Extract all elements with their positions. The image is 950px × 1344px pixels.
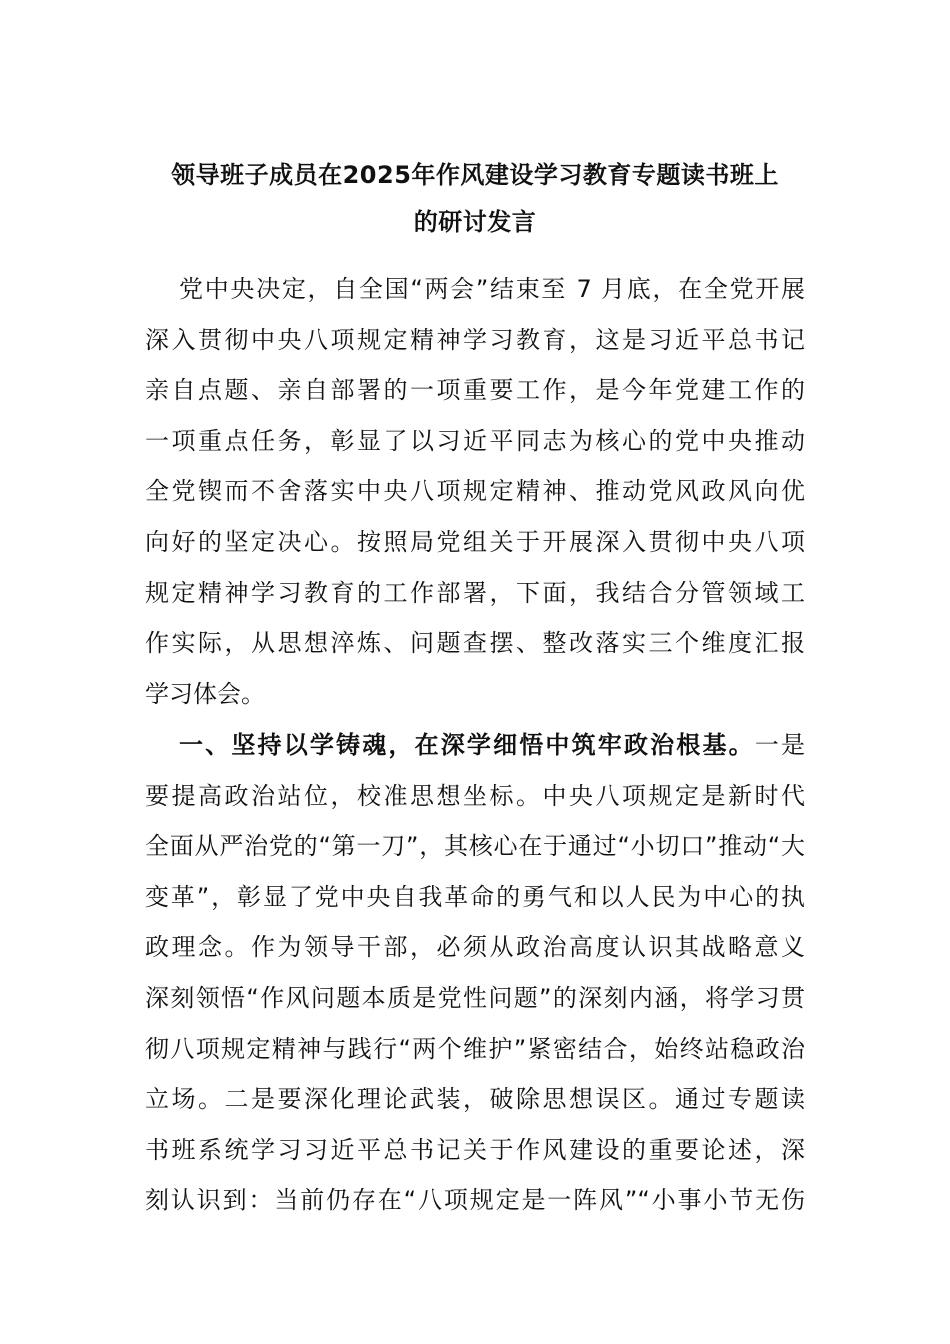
- section-heading: 一、坚持以学铸魂，在深学细悟中筑牢政治根基。: [179, 731, 755, 759]
- text-line: 深入贯彻中央八项规定精神学习教育，这是习近平总书记: [145, 325, 805, 354]
- text-line: 全面从严治党的“第一刀”，其核心在于通过“小切口”推动“大: [145, 832, 805, 861]
- title-line-1: 领导班子成员在2025年作风建设学习教育专题读书班上: [171, 161, 779, 189]
- text-line: 立场。二是要深化理论武装，破除思想误区。通过专题读: [145, 1085, 805, 1114]
- section-heading-tail: 一是: [754, 731, 805, 759]
- document-title: [145, 152, 805, 246]
- text-line: 学习体会。: [145, 679, 265, 708]
- text-line: 规定精神学习教育的工作部署，下面，我结合分管领域工: [145, 578, 805, 607]
- title-line-2: 的研讨发言: [413, 208, 537, 236]
- text-line: 亲自点题、亲自部署的一项重要工作，是今年党建工作的: [145, 376, 805, 405]
- text-line: 向好的坚定决心。按照局党组关于开展深入贯彻中央八项: [145, 527, 805, 556]
- paragraph-intro: [145, 264, 805, 719]
- text-line: 要提高政治站位，校准思想坐标。中央八项规定是新时代: [145, 781, 805, 810]
- text-line: 一项重点任务，彰显了以习近平同志为核心的党中央推动: [145, 426, 805, 455]
- text-line: 变革”，彰显了党中央自我革命的勇气和以人民为中心的执: [145, 882, 805, 911]
- text-line: 彻八项规定精神与践行“两个维护”紧密结合，始终站稳政治: [145, 1034, 805, 1063]
- text-line: 书班系统学习习近平总书记关于作风建设的重要论述，深: [145, 1135, 805, 1164]
- section-heading-line: [145, 720, 805, 771]
- text-line: 全党锲而不舍落实中央八项规定精神、推动党风政风向优: [145, 477, 805, 506]
- text-line: 政理念。作为领导干部，必须从政治高度认识其战略意义: [145, 933, 805, 962]
- text-line: 深刻领悟“作风问题本质是党性问题”的深刻内涵，将学习贯: [145, 983, 805, 1012]
- text-line: 作实际，从思想淬炼、问题查摆、整改落实三个维度汇报: [145, 629, 805, 658]
- text-line: 党中央决定，自全国“两会”结束至 7 月底，在全党开展: [179, 275, 805, 303]
- paragraph-section-one: [145, 720, 805, 1226]
- text-line: 刻认识到：当前仍存在“八项规定是一阵风”“小事小节无伤: [145, 1186, 805, 1215]
